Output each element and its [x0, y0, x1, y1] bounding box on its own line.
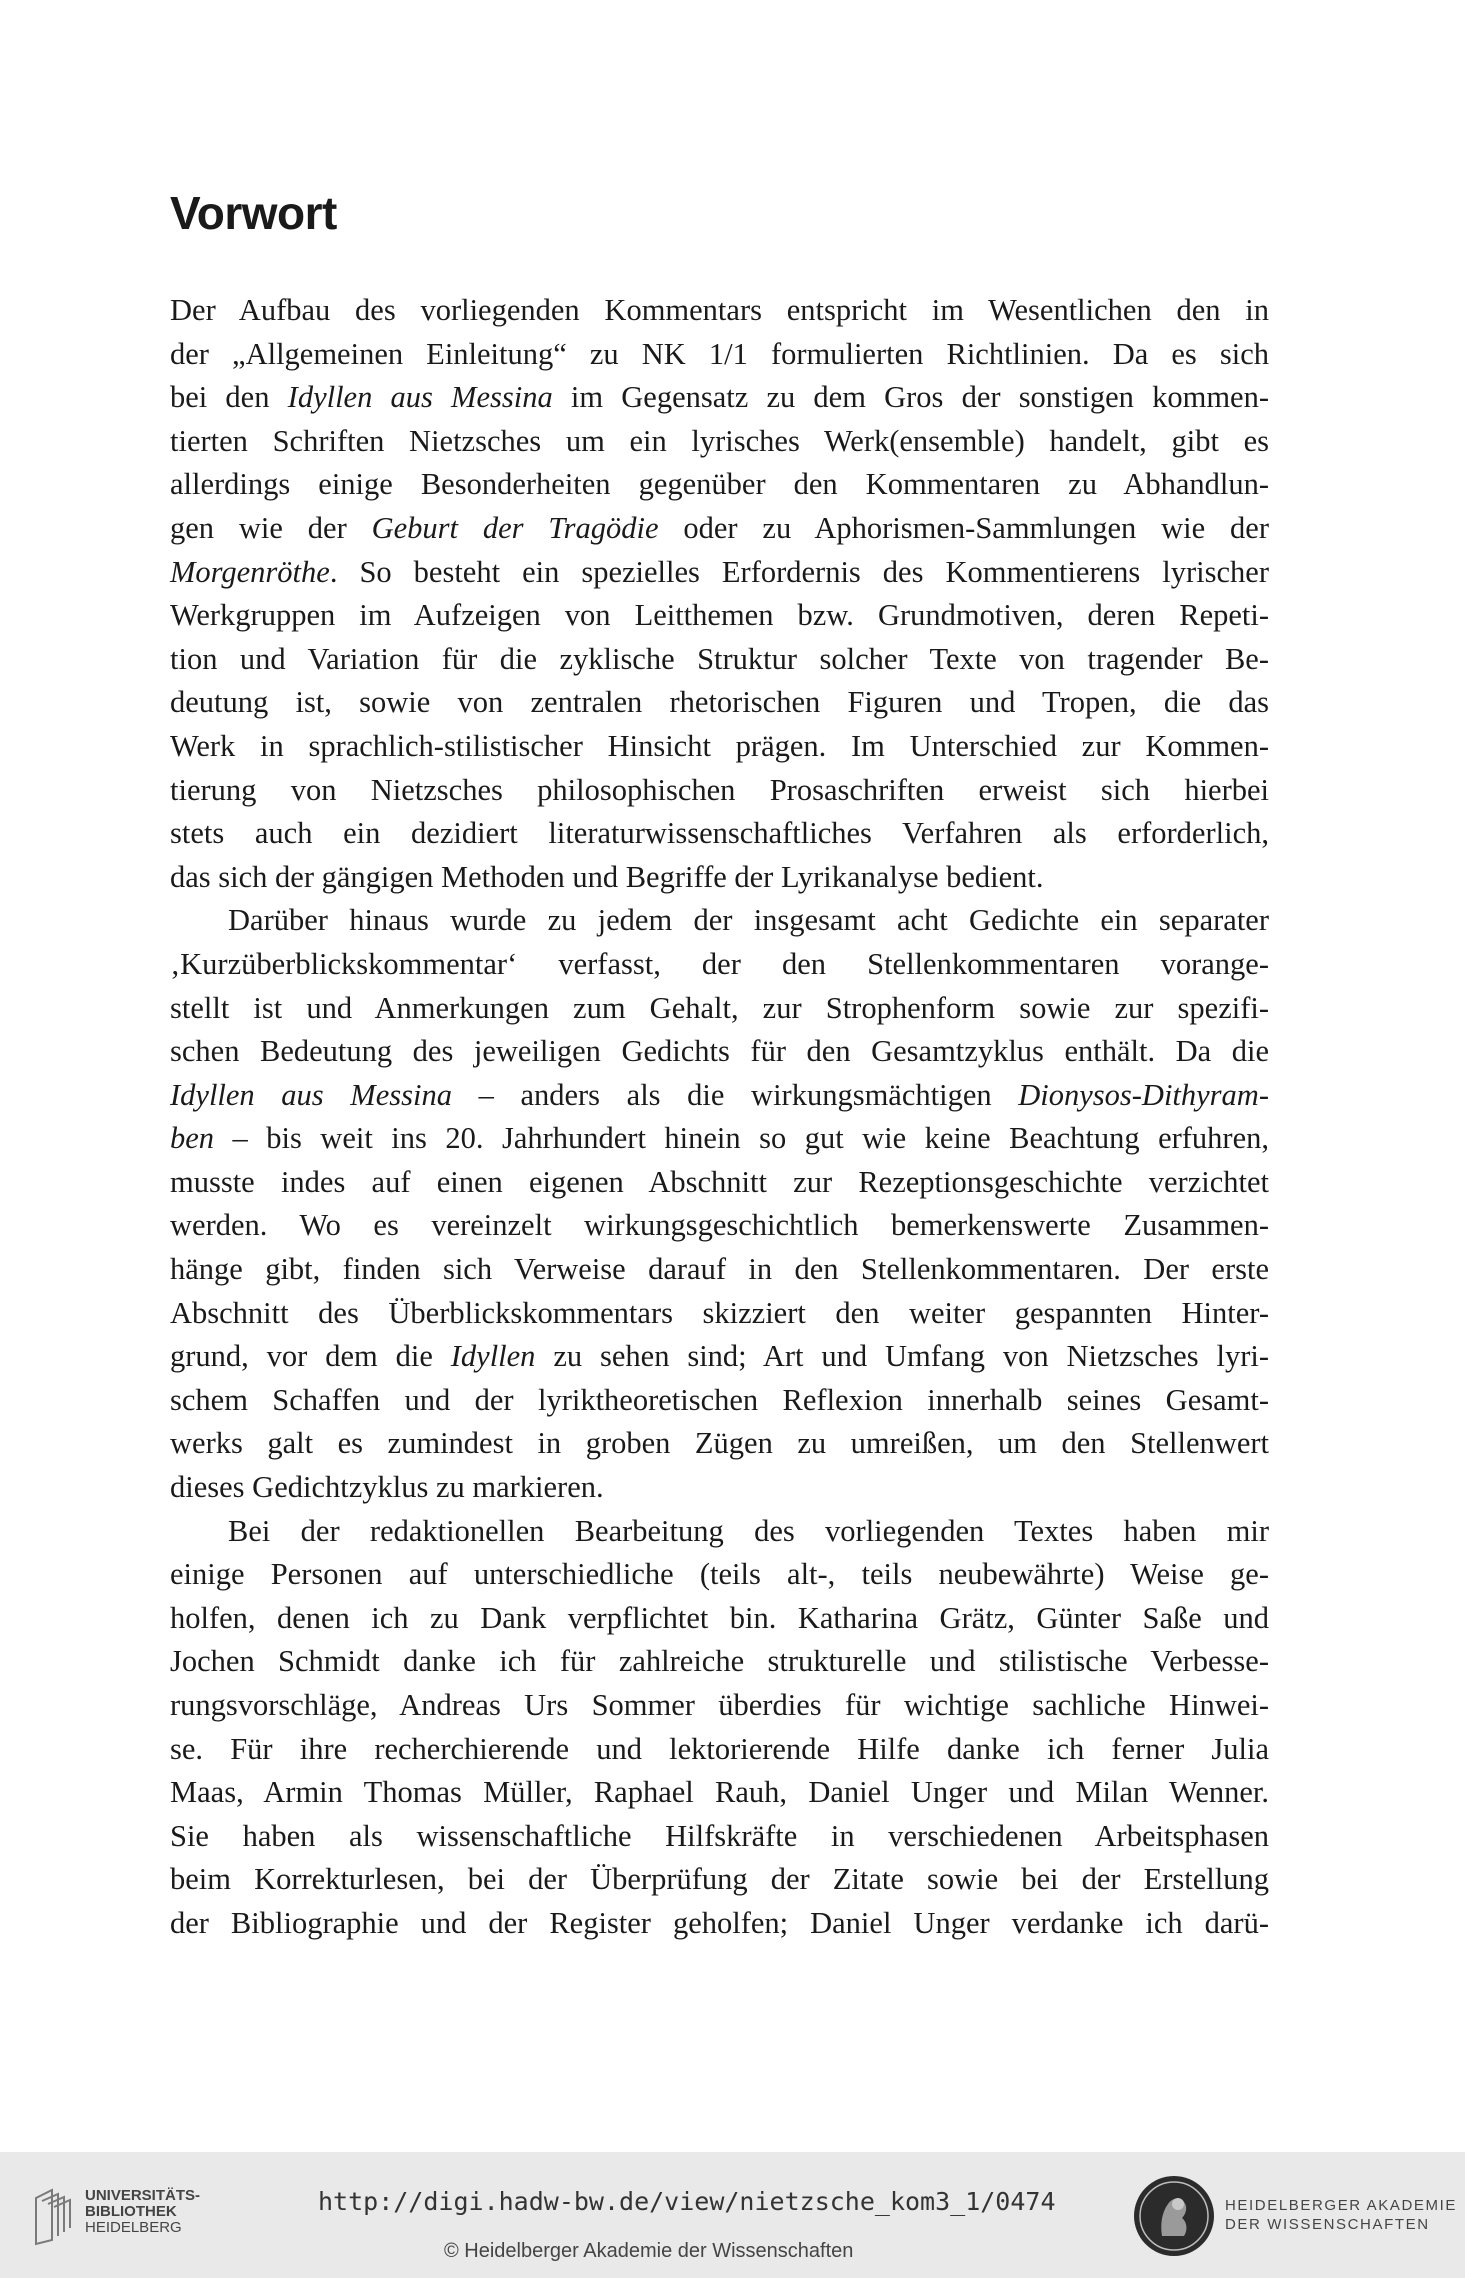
page-title: Vorwort — [170, 187, 337, 239]
text-line — [170, 943, 1269, 987]
text-line — [170, 1466, 1269, 1510]
library-name-line: BIBLIOTHEK — [85, 2203, 177, 2220]
text-segment: Jochen Schmidt danke ich für zahlreiche strukturelle und stilistische Verbesse- — [170, 1644, 1269, 1679]
italic-text-segment: Idyllen aus Messina — [287, 380, 553, 415]
copyright-notice: © Heidelberger Akademie der Wissenschaften — [444, 2240, 854, 2262]
text-segment: hänge gibt, finden sich Verweise darauf in den Stellenkommentaren. Der erste — [170, 1252, 1269, 1287]
text-segment: stellt ist und Anmerkungen zum Gehalt, zur Strophenform sowie zur spezifi- — [170, 990, 1269, 1025]
text-line — [170, 376, 1269, 420]
university-library-name — [85, 2188, 200, 2236]
text-segment: oder zu Aphorismen-Sammlungen wie der — [658, 510, 1269, 545]
italic-text-segment: Dionysos-Dithyram- — [1018, 1077, 1269, 1112]
text-segment: Abschnitt des Überblickskommentars skizziert den weiter gespannten Hinter- — [170, 1295, 1269, 1330]
text-line — [170, 1161, 1269, 1205]
italic-text-segment: Idyllen aus Messina — [170, 1077, 452, 1112]
text-segment: Maas, Armin Thomas Müller, Raphael Rauh, Daniel Unger und Milan Wenner. — [170, 1775, 1269, 1810]
text-line — [170, 1858, 1269, 1902]
text-segment: der Bibliographie und der Register geholfen; Daniel Unger verdanke ich darü- — [170, 1905, 1269, 1940]
university-library-logo-icon — [30, 2184, 88, 2246]
text-line — [170, 1204, 1269, 1248]
text-segment: schem Schaffen und der lyriktheoretischen Reflexion innerhalb seines Gesamt- — [170, 1382, 1269, 1417]
academy-seal-icon — [1132, 2174, 1216, 2258]
library-name-line: HEIDELBERG — [85, 2219, 182, 2236]
text-line — [170, 1902, 1269, 1946]
text-line — [170, 594, 1269, 638]
text-segment: beim Korrekturlesen, bei der Überprüfung der Zitate sowie bei der Erstellung — [170, 1862, 1269, 1897]
text-line — [170, 333, 1269, 377]
text-segment: ‚Kurzüberblickskommentar‘ verfasst, der den Stellenkommentaren vorange- — [170, 946, 1269, 981]
text-segment: holfen, denen ich zu Dank verpflichtet bin. Katharina Grätz, Günter Saße und — [170, 1600, 1269, 1635]
library-name-line: UNIVERSITÄTS- — [85, 2187, 201, 2204]
text-segment: im Gegensatz zu dem Gros der sonstigen kommen- — [552, 380, 1269, 415]
text-segment: zu sehen sind; Art und Umfang von Nietzsches lyri- — [535, 1339, 1269, 1374]
text-segment: Bei der redaktionellen Bearbeitung des vorliegenden Textes haben mir — [228, 1513, 1269, 1548]
text-line — [170, 899, 1269, 943]
text-segment: . So besteht ein spezielles Erfordernis des Kommentierens lyrischer — [329, 554, 1269, 589]
text-segment: einige Personen auf unterschiedliche (teils alt-, teils neubewährte) Weise ge- — [170, 1557, 1269, 1592]
text-line — [170, 1074, 1269, 1118]
text-line — [170, 987, 1269, 1031]
text-line — [170, 856, 1269, 900]
text-line — [170, 1510, 1269, 1554]
permalink-url[interactable]: http://digi.hadw-bw.de/view/nietzsche_kom3_1/0474 — [318, 2187, 1056, 2216]
text-segment: grund, vor dem die — [170, 1339, 451, 1374]
text-segment: – anders als die wirkungsmächtigen — [451, 1077, 1019, 1112]
text-segment: Der Aufbau des vorliegenden Kommentars entspricht im Wesentlichen den in — [170, 293, 1269, 327]
text-segment: musste indes auf einen eigenen Abschnitt zur Rezeptionsgeschichte verzichtet — [170, 1164, 1269, 1199]
italic-text-segment: Geburt der Tragödie — [371, 510, 659, 545]
text-segment: gen wie der — [170, 510, 372, 545]
text-segment: bei den — [170, 380, 288, 415]
text-line — [170, 1117, 1269, 1161]
text-line — [170, 681, 1269, 725]
text-segment: werks galt es zumindest in groben Zügen zu umreißen, um den Stellenwert — [170, 1426, 1269, 1461]
text-segment: werden. Wo es vereinzelt wirkungsgeschichtlich bemerkenswerte Zusammen- — [170, 1208, 1269, 1243]
academy-name — [1225, 2196, 1457, 2234]
text-segment: dieses Gedichtzyklus zu markieren. — [170, 1470, 604, 1505]
text-segment: tierten Schriften Nietzsches um ein lyrisches Werk(ensemble) handelt, gibt es — [170, 423, 1269, 458]
academy-name-line: DER WISSENSCHAFTEN — [1225, 2216, 1430, 2233]
text-segment: allerdings einige Besonderheiten gegenüber den Kommentaren zu Abhandlun- — [170, 467, 1269, 502]
text-line — [170, 289, 1269, 333]
text-segment: schen Bedeutung des jeweiligen Gedichts für den Gesamtzyklus enthält. Da die — [170, 1034, 1269, 1069]
text-line — [170, 1379, 1269, 1423]
text-line — [170, 1335, 1269, 1379]
footer-bar — [0, 2152, 1465, 2278]
text-line — [170, 1771, 1269, 1815]
academy-name-line: HEIDELBERGER AKADEMIE — [1225, 2197, 1457, 2214]
body-text — [170, 289, 1269, 1946]
text-segment: rungsvorschläge, Andreas Urs Sommer überdies für wichtige sachliche Hinwei- — [170, 1688, 1269, 1722]
text-segment: Sie haben als wissenschaftliche Hilfskräfte in verschiedenen Arbeitsphasen — [170, 1818, 1269, 1853]
text-line — [170, 1728, 1269, 1772]
text-line — [170, 769, 1269, 813]
text-line — [170, 1640, 1269, 1684]
italic-text-segment: Idyllen — [450, 1339, 536, 1374]
text-segment: deutung ist, sowie von zentralen rhetorischen Figuren und Tropen, die das — [170, 685, 1269, 720]
text-line — [170, 507, 1269, 551]
text-line — [170, 1030, 1269, 1074]
italic-text-segment: ben — [170, 1121, 215, 1156]
text-line — [170, 1597, 1269, 1641]
text-segment: das sich der gängigen Methoden und Begriffe der Lyrikanalyse bedient. — [170, 859, 1044, 894]
text-segment: der „Allgemeinen Einleitung“ zu NK 1/1 formulierten Richtlinien. Da es sich — [170, 336, 1269, 371]
text-segment: se. Für ihre recherchierende und lektorierende Hilfe danke ich ferner Julia — [170, 1731, 1269, 1766]
text-line — [170, 1422, 1269, 1466]
text-segment: Darüber hinaus wurde zu jedem der insgesamt acht Gedichte ein separater — [228, 903, 1269, 938]
text-segment: Werk in sprachlich-stilistischer Hinsicht prägen. Im Unterschied zur Kommen- — [170, 728, 1269, 763]
text-line — [170, 420, 1269, 464]
text-segment: – bis weit ins 20. Jahrhundert hinein so gut wie keine Beachtung erfuhren, — [214, 1121, 1269, 1156]
italic-text-segment: Morgenröthe — [170, 554, 330, 589]
text-line — [170, 638, 1269, 682]
text-line — [170, 812, 1269, 856]
text-segment: tierung von Nietzsches philosophischen Prosaschriften erweist sich hierbei — [170, 772, 1269, 807]
text-line — [170, 1815, 1269, 1859]
text-line — [170, 1248, 1269, 1292]
text-line — [170, 725, 1269, 769]
text-segment: tion und Variation für die zyklische Struktur solcher Texte von tragender Be- — [170, 641, 1269, 676]
text-line — [170, 551, 1269, 595]
text-segment: Werkgruppen im Aufzeigen von Leitthemen bzw. Grundmotiven, deren Repeti- — [170, 598, 1269, 633]
text-segment: stets auch ein dezidiert literaturwissenschaftliches Verfahren als erforderlich, — [170, 816, 1269, 851]
text-line — [170, 463, 1269, 507]
text-line — [170, 1292, 1269, 1336]
text-line — [170, 1684, 1269, 1728]
text-line — [170, 1553, 1269, 1597]
